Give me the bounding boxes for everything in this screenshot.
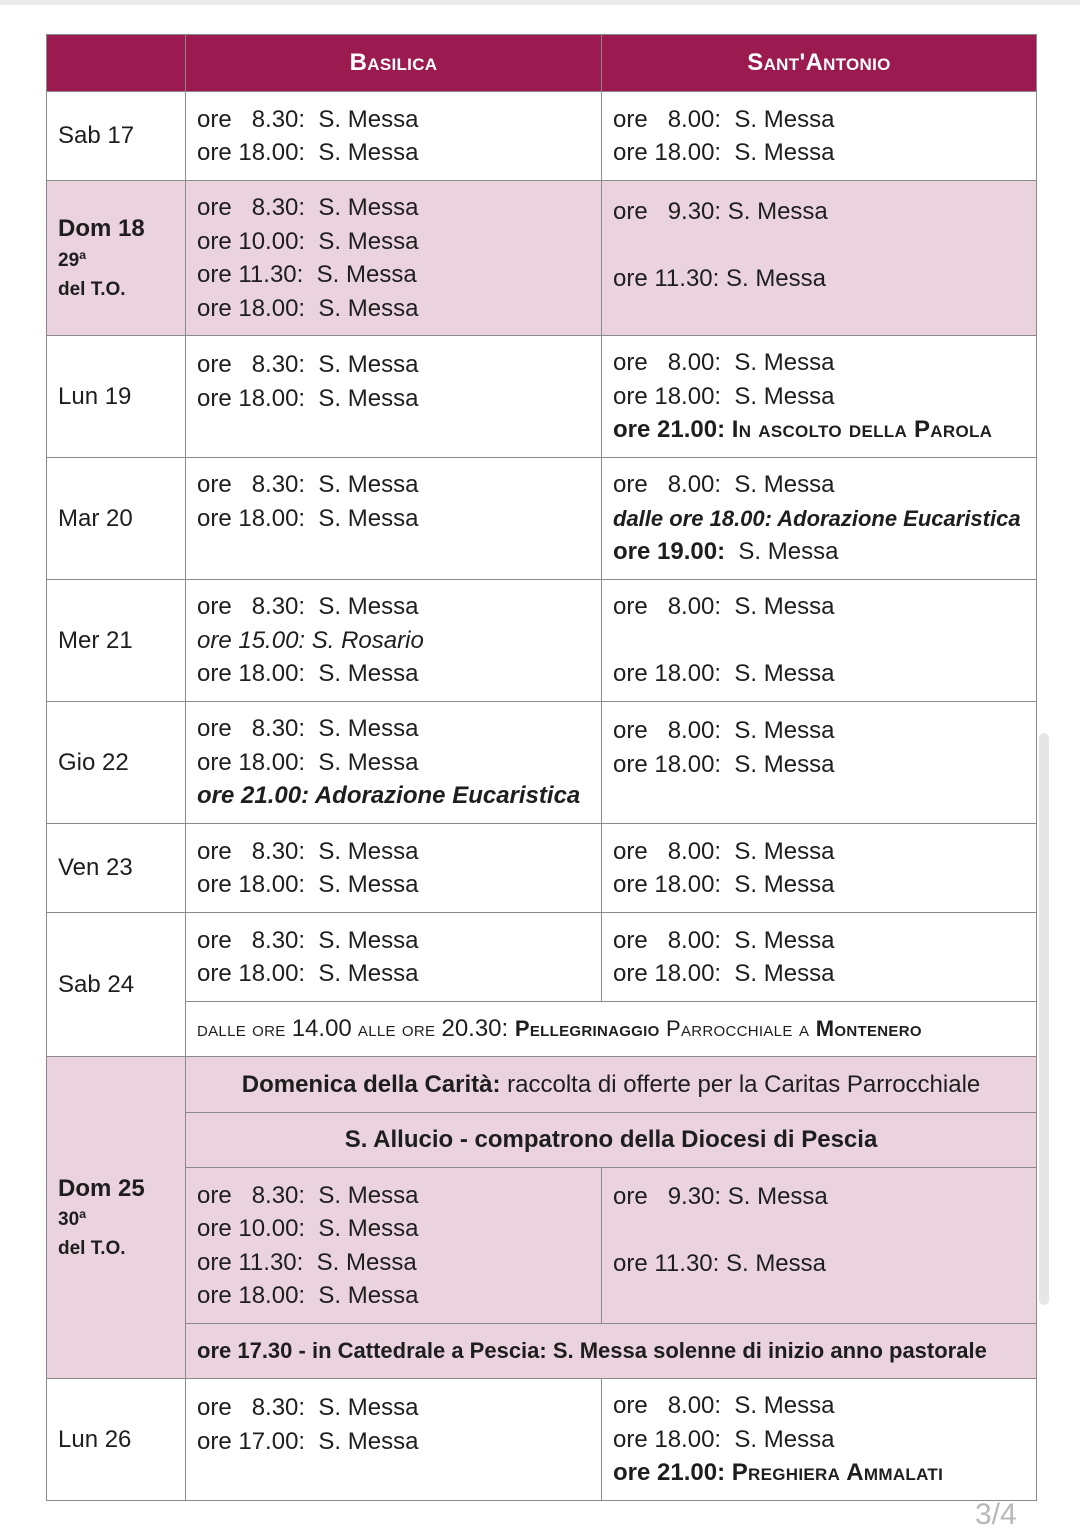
day-cell: Lun 26 [47,1379,186,1501]
mass-line: ore 8.30: S. Messa [197,194,419,221]
mass-line: ore 18.00: S. Messa [197,139,419,166]
day-cell: Gio 22 [47,702,186,824]
scrollbar[interactable] [1039,733,1049,1305]
santantonio-cell [602,702,1037,824]
table-row [47,458,1037,580]
santantonio-cell [602,458,1037,580]
table-row [47,1057,1037,1113]
mass-line: ore 8.00: S. Messa [613,926,835,954]
mass-line: ore 8.30: S. Messa [197,926,419,954]
day-cell: Lun 19 [47,336,186,458]
basilica-cell [186,824,602,913]
mass-line: ore 18.00: S. Messa [613,960,835,987]
charity-banner: Domenica della Carità: raccolta di offerte per la Caritas Parrocchiale [186,1057,1037,1113]
schedule-table [46,34,1037,1501]
day-label: Dom 18 [58,215,145,243]
event-title: Preghiera Ammalati [731,1459,944,1487]
santantonio-cell [602,913,1037,1002]
mass-line: ore 8.00: S. Messa [613,837,835,865]
top-divider [0,0,1080,5]
cathedral-banner: ore 17.30 - in Cattedrale a Pescia: S. Messa solenne di inizio anno pastorale [186,1324,1037,1379]
santantonio-cell [602,181,1037,336]
mass-line: ore 8.30: S. Messa [197,351,419,378]
day-cell: Sab 24 [47,913,186,1057]
day-cell: Sab 17 [47,92,186,181]
mass-line: ore 18.00: S. Messa [197,1282,419,1309]
blank-line [613,624,1025,658]
mass-line: ore 10.00: S. Messa [197,1215,419,1242]
day-cell [47,1057,186,1379]
basilica-cell [186,181,602,336]
event-time: ore 21.00: [613,1459,726,1487]
table-row [47,1113,1037,1168]
santantonio-cell [602,1168,1037,1324]
mass-line: ore 8.30: S. Messa [197,593,419,621]
mass-line: ore 10.00: S. Messa [197,227,419,255]
day-cell: Mar 20 [47,458,186,580]
pilgrimage-note: dalle ore 14.00 alle ore 20.30: Pellegrinaggio Parrocchiale a Montenero [186,1002,1037,1057]
page-indicator: 3/4 [975,1498,1017,1531]
rosary-line: ore 15.00: S. Rosario [197,626,424,654]
table-row [47,824,1037,913]
day-cell: Ven 23 [47,824,186,913]
santantonio-cell [602,92,1037,181]
mass-line: ore 11.30: S. Messa [613,265,826,292]
adoration-line: dalle ore 18.00: Adorazione Eucaristica [613,505,1021,531]
event-title: In ascolto della Parola [731,416,993,444]
mass-line: ore 9.30: S. Messa [613,198,828,225]
mass-line: ore 8.30: S. Messa [197,471,419,498]
mass-line: ore 8.00: S. Messa [613,105,835,133]
table-row [47,336,1037,458]
header-santantonio: Sant'Antonio [602,35,1037,92]
mass-line: ore 18.00: S. Messa [613,139,835,166]
mass-line: ore 8.30: S. Messa [197,837,419,865]
header-day [47,35,186,92]
mass-line: ore 8.00: S. Messa [613,717,835,744]
mass-line: ore 18.00: S. Messa [613,871,835,898]
santantonio-cell [602,580,1037,702]
adoration-line: ore 21.00: Adorazione Eucaristica [197,782,581,810]
mass-line: ore 8.30: S. Messa [197,715,419,743]
mass-line: ore 18.00: S. Messa [613,382,835,410]
mass-line: ore 18.00: S. Messa [197,871,419,898]
mass-line: ore 18.00: S. Messa [613,750,835,778]
event-line [613,1456,1025,1490]
mass-line: ore 18.00: S. Messa [197,660,419,688]
event-time: ore 19.00: [613,538,726,566]
day-cell [47,181,186,336]
santantonio-cell [602,336,1037,458]
mass-line: ore 17.00: S. Messa [197,1427,419,1455]
blank-line [613,229,1025,263]
mass-line: ore 18.00: S. Messa [613,1425,835,1453]
mass-line [613,535,1025,569]
mass-line: ore 8.30: S. Messa [197,1394,419,1421]
liturgical-week: 29ª [58,249,87,271]
table-row [47,181,1037,336]
liturgical-season: del T.O. [58,278,126,300]
table-row [47,1379,1037,1501]
mass-line: ore 8.00: S. Messa [613,349,835,377]
mass-line: ore 11.30: S. Messa [613,1250,826,1277]
header-basilica: Basilica [186,35,602,92]
mass-line: ore 9.30: S. Messa [613,1183,828,1210]
mass-line: ore 11.30: S. Messa [197,1248,417,1276]
basilica-cell [186,336,602,458]
table-row [47,913,1037,1002]
mass-line: ore 8.30: S. Messa [197,105,419,133]
mass-line: ore 18.00: S. Messa [613,660,835,688]
table-row [47,1168,1037,1324]
mass-line: ore 18.00: S. Messa [197,504,419,532]
mass-line: ore 8.30: S. Messa [197,1181,419,1209]
mass-line: ore 8.00: S. Messa [613,471,835,499]
santantonio-cell [602,824,1037,913]
basilica-cell [186,580,602,702]
patron-banner: S. Allucio - compatrono della Diocesi di Pescia [186,1113,1037,1168]
basilica-cell [186,92,602,181]
mass-line: ore 11.30: S. Messa [197,261,417,288]
basilica-cell [186,913,602,1002]
santantonio-cell [602,1379,1037,1501]
table-row [47,1002,1037,1057]
table-row [47,580,1037,702]
day-cell: Mer 21 [47,580,186,702]
table-row [47,702,1037,824]
basilica-cell [186,1168,602,1324]
table-row [47,92,1037,181]
table-row [47,1324,1037,1379]
event-line [613,413,1025,447]
basilica-cell [186,1379,602,1501]
mass-line: ore 8.00: S. Messa [613,1392,835,1420]
basilica-cell [186,702,602,824]
mass-line: ore 18.00: S. Messa [197,960,419,987]
event-time: ore 21.00: [613,416,726,444]
mass-line: ore 8.00: S. Messa [613,593,835,621]
blank-line [613,1214,1025,1248]
liturgical-season: del T.O. [58,1238,126,1260]
liturgical-week: 30ª [58,1209,87,1231]
event-title: S. Messa [725,538,839,566]
mass-line: ore 18.00: S. Messa [197,384,419,412]
mass-line: ore 18.00: S. Messa [197,748,419,776]
basilica-cell [186,458,602,580]
table-header-row [47,35,1037,92]
day-label: Dom 25 [58,1174,145,1202]
mass-line: ore 18.00: S. Messa [197,294,419,322]
